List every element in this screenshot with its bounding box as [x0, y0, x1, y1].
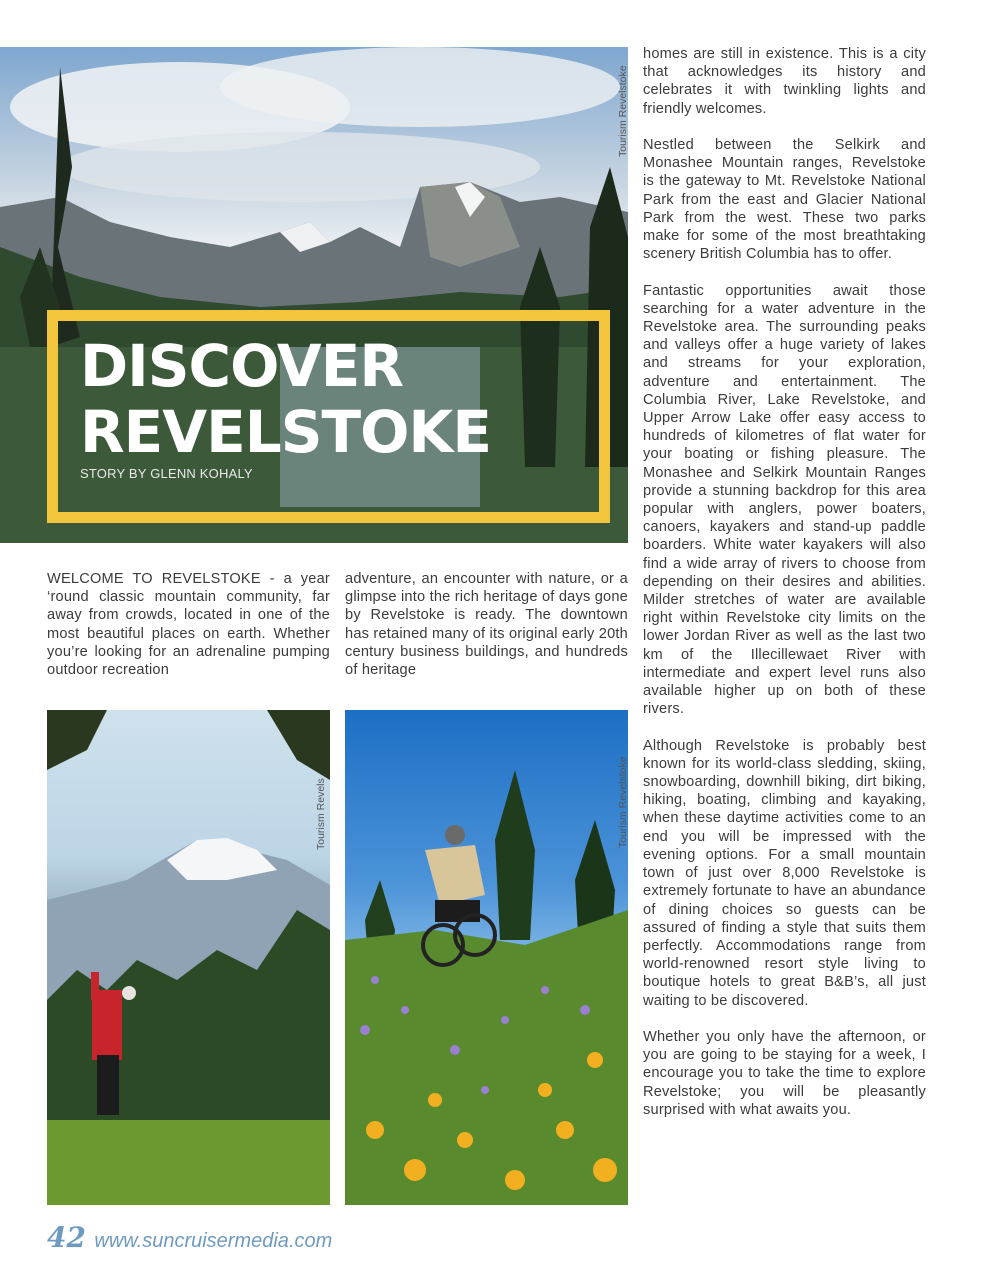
paragraph: Whether you only have the afternoon, or you are going to be staying for a week, I encourage you to take the time to explore Revelstoke; you will be pleasantly surprised with what awaits you.: [643, 1028, 926, 1118]
golf-photo: [47, 710, 330, 1205]
intro-column-2: adventure, an encounter with nature, or a glimpse into the rich heritage of days gone by Revelstoke is ready. The downtown has retained many of its original early 20th century business buildings, and hundreds of heritage: [345, 571, 628, 679]
article-title-line1: DISCOVER: [80, 332, 403, 400]
paragraph: Nestled between the Selkirk and Monashee Mountain ranges, Revelstoke is the gateway to Mt. Revelstoke National Park from the east and Glacier National Park from the west. These two parks make for some of the most breathtaking scenery British Columbia has to offer.: [643, 137, 926, 263]
mountain-biker-scene: [345, 710, 628, 1205]
paragraph: Although Revelstoke is probably best known for its world-class sledding, skiing, snowboarding, downhill biking, dirt biking, hiking, boating, climbing and kayaking, when these daytime activities come to an end you will be impressed with the evening options. For a small mountain town of just over 8,000 Revelstoke is extremely fortunate to have an abundance of dining choices so guests can be assured of finding a style that suits them perfectly. Accommodations range from world-renowned resort style living to boutique hotels to great B&B’s, all just waiting to be discovered.: [643, 737, 926, 1009]
bike-photo-credit: Tourism Revelstoke: [617, 756, 629, 848]
article-byline: STORY BY GLENN KOHALY: [80, 466, 253, 481]
page-number: 42: [47, 1221, 86, 1254]
paragraph: Fantastic opportunities await those searching for a water adventure in the Revelstoke area. The surrounding peaks and valleys offer a huge variety of lakes and streams for your exploration, adventure and entertainment. The Columbia River, Lake Revelstoke, and Upper Arrow Lake offer easy access to hundreds of kilometres of flat water for your boating or fishing pleasure. The Monashee and Selkirk Mountain Ranges provide a stunning backdrop for this area popular with anglers, power boaters, canoers, kayakers and stand-up paddle boarders. White water kayakers will also find a wide array of rivers to choose from depending on their desires and abilities. Milder stretches of water are available right within Revelstoke city limits on the lower Jordan River as well as the last two km of the Illecillewaet River with intermediate and expert level runs also available higher up on both of these rivers.: [643, 282, 926, 718]
mountain-bike-photo: [345, 710, 628, 1205]
article-title-line2: REVELSTOKE: [80, 398, 491, 466]
page-footer: [47, 1221, 332, 1254]
hero-photo-credit: Tourism Revelstoke: [617, 65, 629, 157]
golfer-scene: [47, 710, 330, 1205]
intro-column-1: WELCOME TO REVELSTOKE - a year ‘round classic mountain community, far away from crowds, located in one of the most beautiful places on earth. Whether you’re looking for an adrenaline pumping outdoor recreation: [47, 571, 330, 679]
main-text-column: [643, 45, 926, 1137]
website-link[interactable]: www.suncruisermedia.com: [94, 1230, 333, 1252]
paragraph: homes are still in existence. This is a city that acknowledges its history and celebrates it with twinkling lights and friendly welcomes.: [643, 46, 926, 117]
golf-photo-credit: Tourism Revels: [315, 778, 327, 850]
